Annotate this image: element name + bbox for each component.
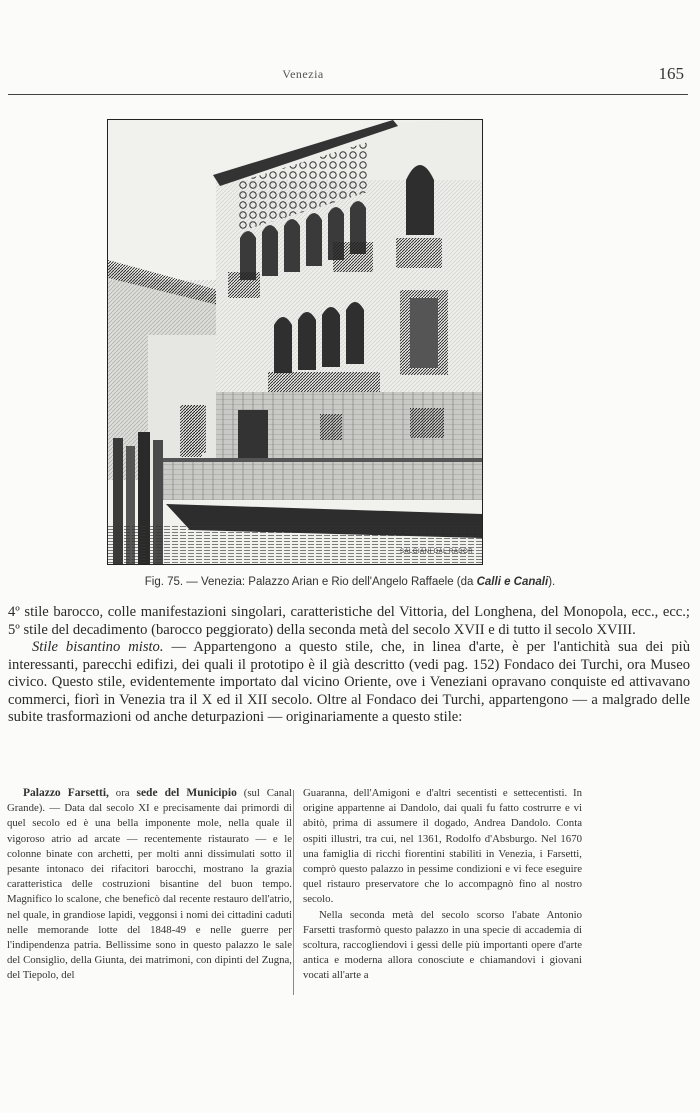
engraving-figure	[107, 119, 483, 565]
running-head	[8, 64, 688, 88]
caption-prefix: Fig. 75. — Venezia: Palazzo Arian e Rio dell'Angelo Raffaele (da	[144, 576, 477, 588]
paragraph-styles: 4º stile barocco, colle manifestazioni singolari, caratteristiche del Vittoria, del Longhena, del Monopola, ecc., ecc.; 5º stile del decadimento (barocco peggiorato) della seconda metà del secolo XVII e di tutto il secolo XVIII.	[8, 604, 690, 638]
figure-caption	[30, 576, 670, 588]
right-column	[303, 786, 582, 984]
palazzo-engraving	[108, 120, 482, 564]
entry-subtitle: sede del Municipio	[136, 787, 237, 799]
header-rule	[8, 94, 688, 95]
page-number: 165	[658, 64, 684, 83]
entry-text: (sul Canal Grande). — Data dal secolo XI e precisamente dai primordi di quel secolo ed è una bella imponente mole, nella quale il vigoroso atrio ad arcate — recentemente ristaurato — e le colonne binate con archetti, per molti anni dissimulati sotto il pesante intonaco dei rifacitori barocchi, mostrano la grazia caratteristica delle costruzioni bisantine del buon tempo. Magnifico lo scalone, che beneficò dal recente restauro dell'atrio, nel quale, in grandiose lapidi, veggonsi i nomi dei cittadini caduti nelle memorande lotte del 1848-49 e nelle guerre per l'indipendenza patria. Bellissime sono in questo palazzo le sale del Consiglio, della Giunta, dei matrimoni, con dipinti del Zugna, del Tiepolo, del	[7, 787, 292, 982]
entry-connector: ora	[108, 787, 137, 799]
caption-source: Calli e Canali	[476, 576, 549, 588]
main-text	[8, 604, 690, 727]
style-term: Stile bisantino misto.	[32, 639, 164, 655]
left-column	[7, 786, 292, 984]
running-title: Venezia	[282, 67, 324, 81]
paragraph-bisantino-text: — Appartengono a questo stile, che, in linea d'arte, è per l'antichità sua dei più interessanti, parecchi edifizi, dei quali il prototipo è il già descritto (vedi pag. 152) Fondaco dei Turchi, ora Museo civico. Questo stile, evidentemente importato dal vicino Oriente, ove i Veneziani opravano conquiste ed attivavano commerci, fiorì in Venezia tra il X ed il XII secolo. Oltre al Fondaco dei Turchi, appartengono — a malgrado delle subite trasformazioni od anche deturpazioni — originariamente a questo stile:	[8, 639, 690, 725]
right-paragraph-2: Nella seconda metà del secolo scorso l'abate Antonio Farsetti trasformò questo palazzo in una specie di accademia di scoltura, raccogliendovi i gessi delle più importanti opere d'arte antica e moderna allora conosciute e chiamandovi i giovani vocati all'arte a	[303, 908, 582, 982]
palazzo-farsetti-entry	[7, 786, 292, 984]
right-paragraph-1: Guaranna, dell'Amigoni e d'altri secentisti e settecentisti. In origine appartenne ai Dandolo, dai quali fu fatto costrurre e vi abitò, prima di assumere il dogado, Andrea Dandolo. Conta ospiti illustri, tra cui, nel 1361, Rodolfo d'Absburgo. Nel 1670 una famiglia di ricchi fiorentini stabiliti in Venezia, i Farsetti, comprò questo palazzo in pessime condizioni e vi fece eseguire quel ristauro preservatore che lo accompagnò fino al nostro secolo.	[303, 787, 582, 906]
paragraph-bisantino	[8, 639, 690, 727]
caption-suffix: ).	[548, 576, 556, 588]
column-divider	[293, 790, 294, 995]
entry-title: Palazzo Farsetti,	[23, 787, 109, 799]
engraver-signature: SALGIANI DAL RADOR	[400, 549, 474, 555]
